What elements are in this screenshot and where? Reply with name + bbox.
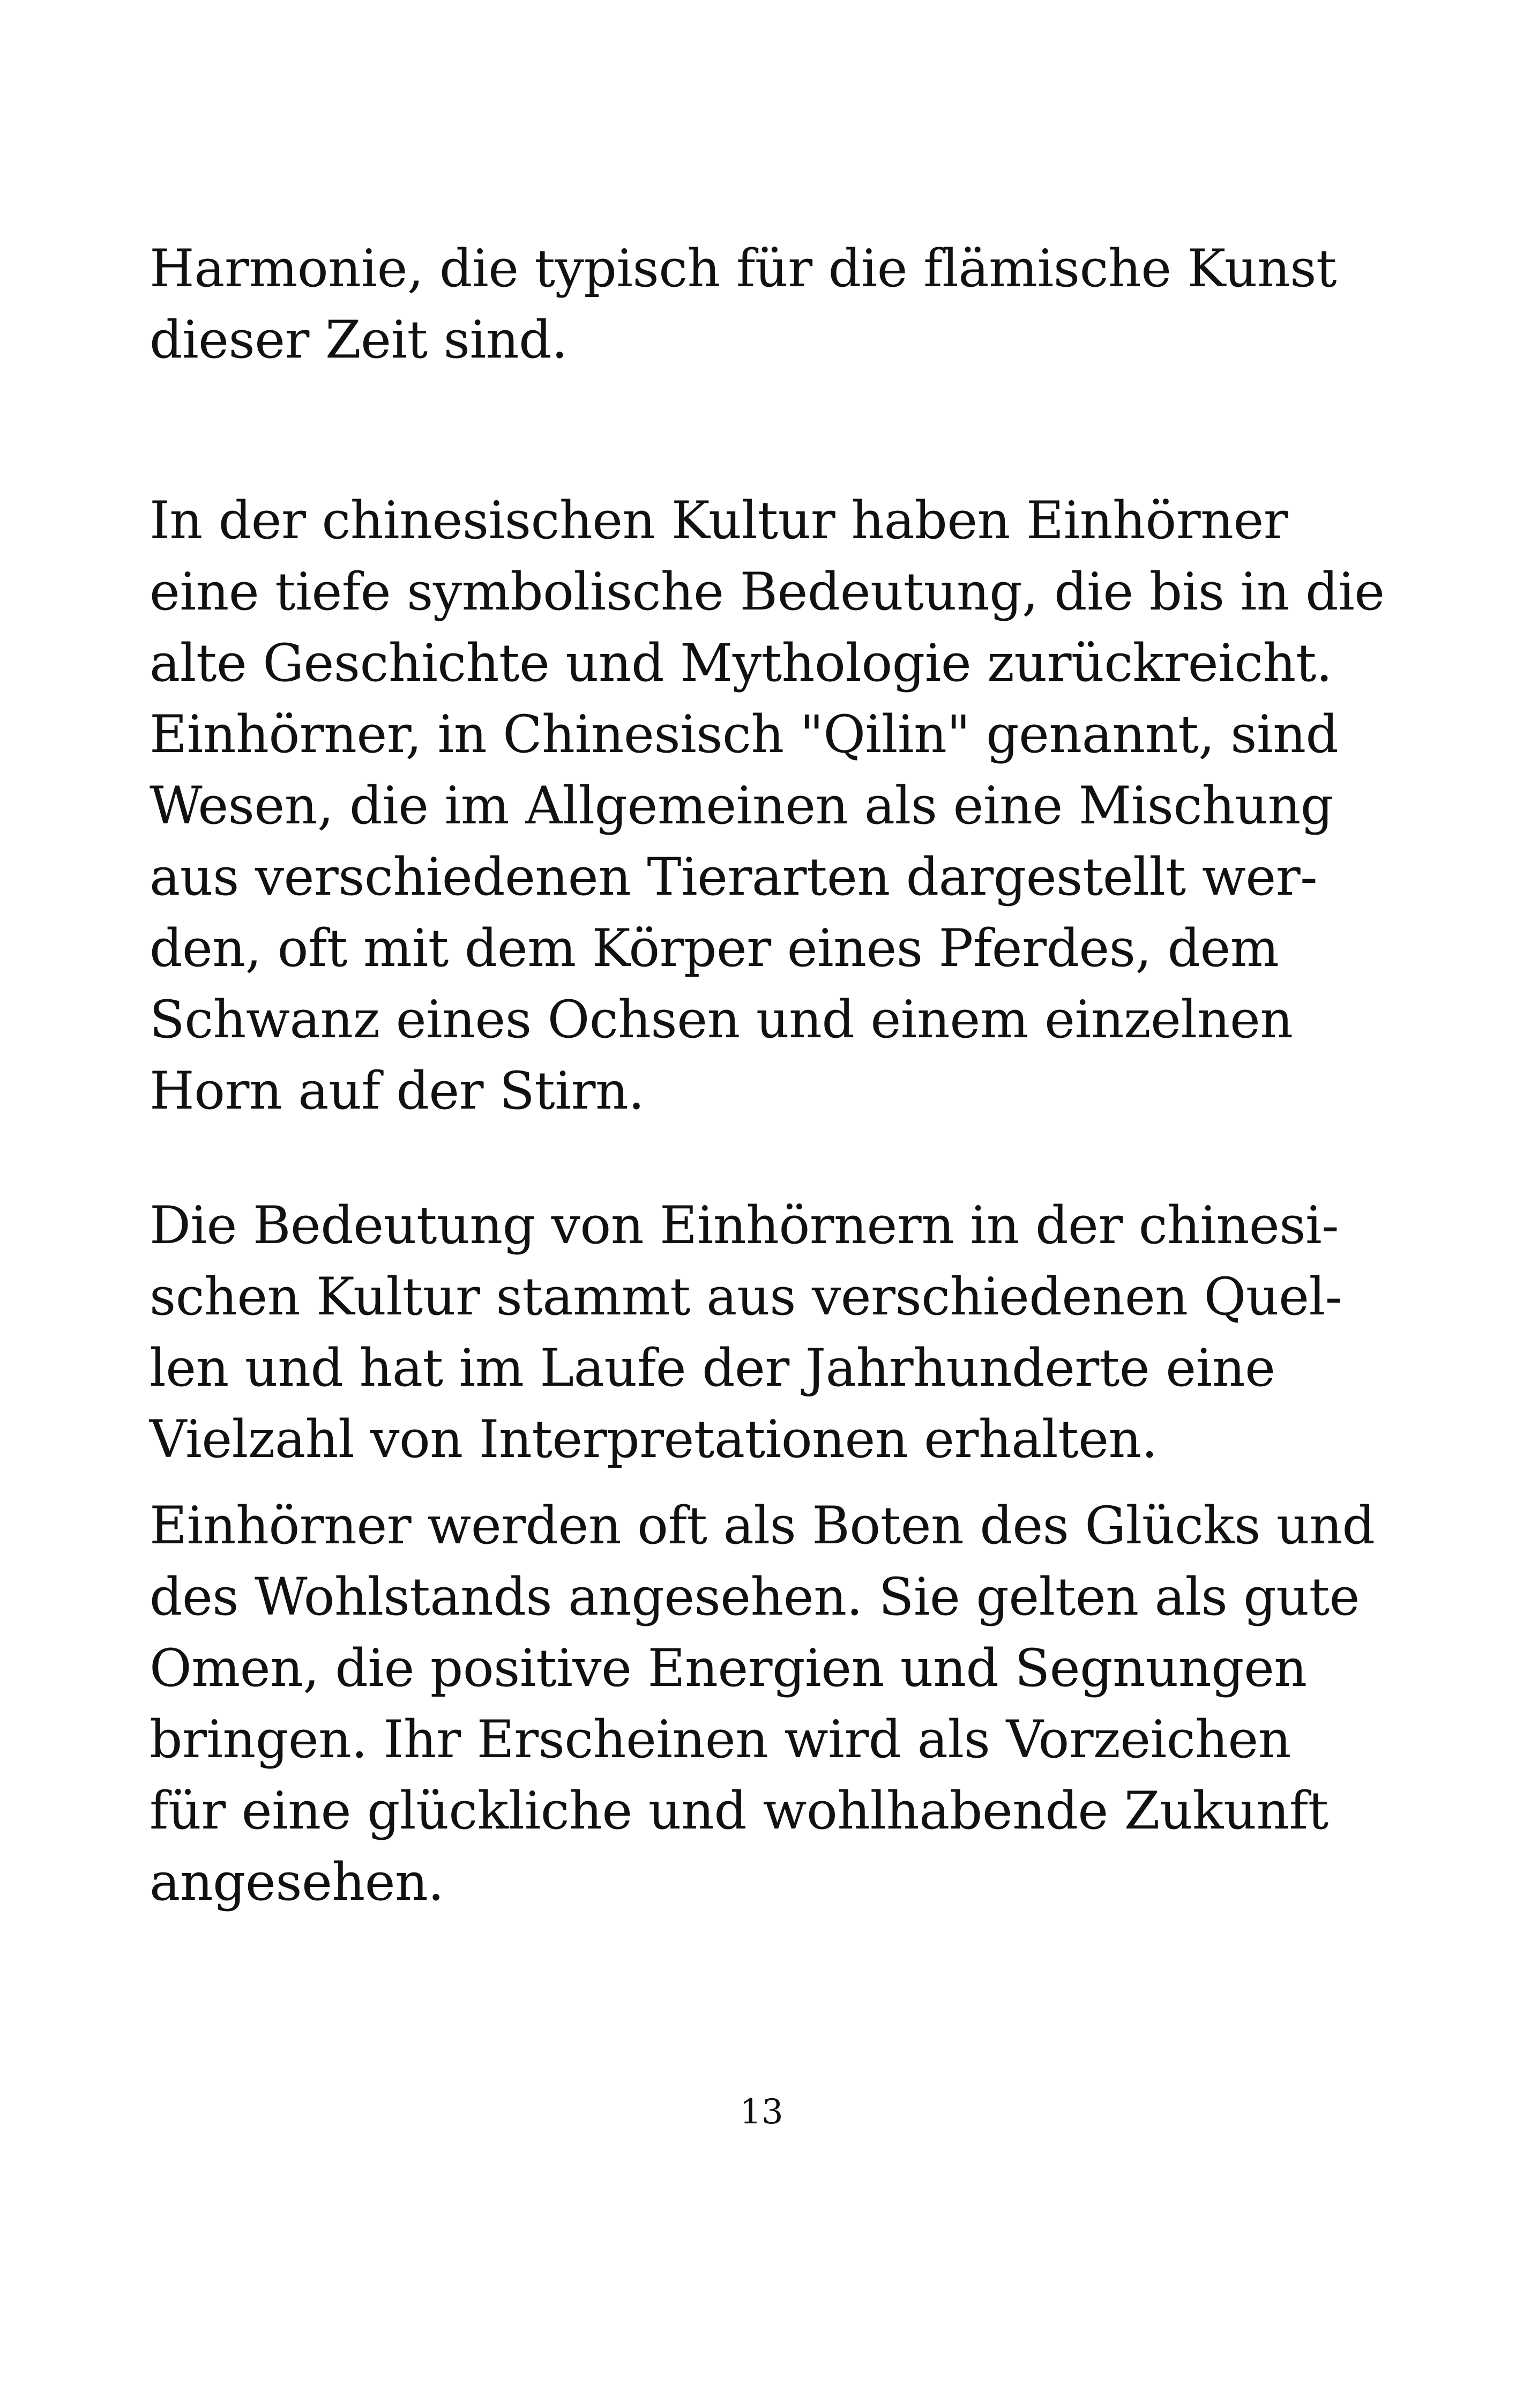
text-line: Horn auf der Stirn. (150, 1061, 645, 1121)
text-line: für eine glückliche und wohlhabende Zukunft (150, 1781, 1328, 1841)
text-line: Wesen, die im Allgemeinen als eine Mischung (150, 776, 1333, 836)
text-line: Schwanz eines Ochsen und einem einzelnen (150, 990, 1293, 1050)
text-line: In der chinesischen Kultur haben Einhörner (150, 490, 1288, 551)
paragraph-4 (150, 1490, 1375, 1918)
text-line: len und hat im Laufe der Jahrhunderte eine (150, 1338, 1275, 1398)
text-line: bringen. Ihr Erscheinen wird als Vorzeichen (150, 1710, 1291, 1770)
text-line: aus verschiedenen Tierarten dargestellt wer- (150, 847, 1318, 907)
text-line: Die Bedeutung von Einhörnern in der chinesi- (150, 1195, 1339, 1255)
text-line: den, oft mit dem Körper eines Pferdes, dem (150, 918, 1279, 978)
paragraph-2 (150, 485, 1385, 1127)
text-line: Einhörner, in Chinesisch "Qilin" genannt, sind (150, 704, 1339, 764)
text-line: eine tiefe symbolische Bedeutung, die bis in die (150, 562, 1385, 622)
text-line: alte Geschichte und Mythologie zurückreicht. (150, 633, 1332, 693)
text-line: Omen, die positive Energien und Segnungen (150, 1638, 1307, 1698)
text-line: dieser Zeit sind. (150, 310, 568, 370)
text-line: Harmonie, die typisch für die flämische Kunst (150, 239, 1337, 299)
text-line: Einhörner werden oft als Boten des Glücks und (150, 1496, 1375, 1556)
text-line: Vielzahl von Interpretationen erhalten. (150, 1409, 1158, 1469)
text-line: schen Kultur stammt aus verschiedenen Quel- (150, 1267, 1342, 1327)
text-line: angesehen. (150, 1852, 444, 1912)
paragraph-3 (150, 1190, 1342, 1475)
paragraph-1 (150, 233, 1337, 376)
text-line: des Wohlstands angesehen. Sie gelten als gute (150, 1567, 1360, 1627)
page-number: 13 (740, 2092, 783, 2132)
